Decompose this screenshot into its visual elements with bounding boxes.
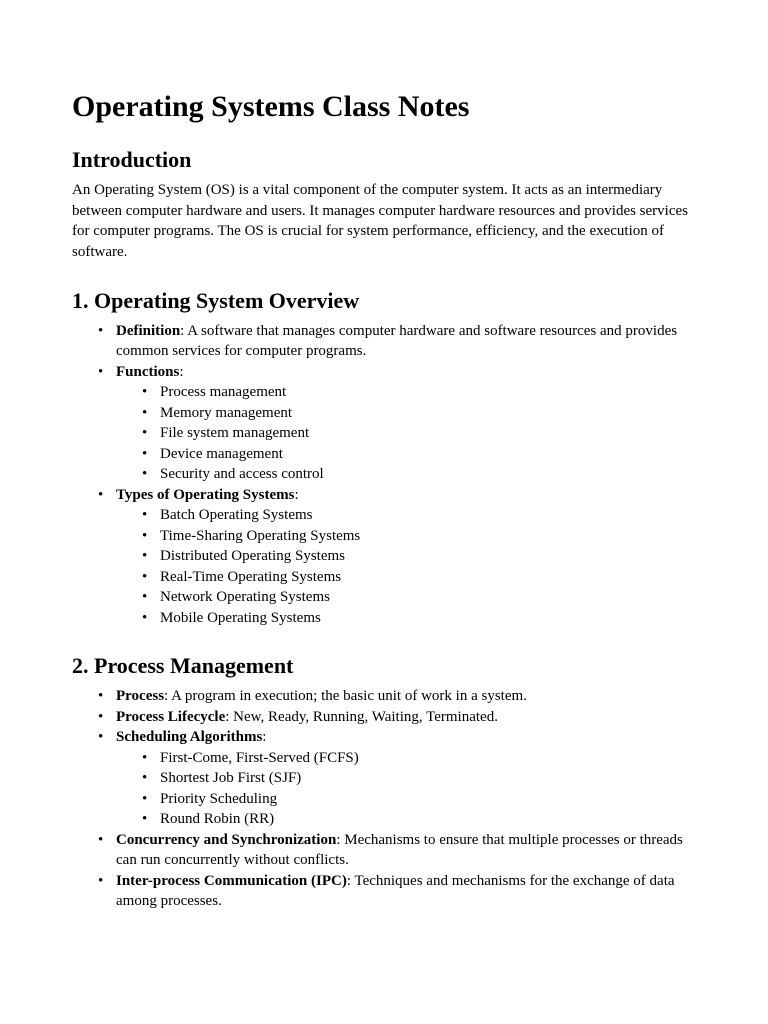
overview-list bbox=[72, 321, 696, 629]
functions-list bbox=[116, 382, 696, 485]
introduction-heading: Introduction bbox=[72, 147, 192, 172]
types-list bbox=[116, 505, 696, 628]
algorithms-list bbox=[116, 748, 696, 830]
types-colon: : bbox=[294, 486, 299, 503]
process-heading: 2. Process Management bbox=[72, 653, 294, 679]
process-item bbox=[72, 686, 696, 707]
list-item: • Shortest Job First (SJF) bbox=[116, 768, 696, 789]
lifecycle-text: : New, Ready, Running, Waiting, Terminated. bbox=[225, 708, 498, 725]
lifecycle-item bbox=[72, 707, 696, 728]
introduction-paragraph: An Operating System (OS) is a vital component of the computer system. It acts as an intermediary between computer hardware and users. It manages computer hardware resources and provides services for computer programs. The OS is crucial for system performance, efficiency, and the execution of software. bbox=[72, 182, 688, 261]
process-section bbox=[72, 652, 696, 912]
ipc-item bbox=[72, 871, 696, 912]
list-item: • Batch Operating Systems bbox=[116, 505, 696, 526]
scheduling-colon: : bbox=[262, 729, 267, 746]
list-item: • Distributed Operating Systems bbox=[116, 546, 696, 567]
functions-term: Functions bbox=[116, 363, 180, 380]
process-text: : A program in execution; the basic unit of work in a system. bbox=[164, 688, 527, 705]
concurrency-term: Concurrency and Synchronization bbox=[116, 831, 337, 848]
concurrency-text: : Mechanisms to ensure that multiple processes or threads can run concurrently without conflicts. bbox=[116, 831, 683, 869]
list-item: • Device management bbox=[116, 444, 696, 465]
process-term: Process bbox=[116, 688, 165, 705]
introduction-section bbox=[72, 146, 696, 263]
list-item: • Network Operating Systems bbox=[116, 587, 696, 608]
page-title: Operating Systems Class Notes bbox=[72, 90, 470, 123]
list-item: • Priority Scheduling bbox=[116, 789, 696, 810]
list-item: • Memory management bbox=[116, 403, 696, 424]
list-item: • Time-Sharing Operating Systems bbox=[116, 526, 696, 547]
list-item: • File system management bbox=[116, 423, 696, 444]
ipc-term: Inter-process Communication (IPC) bbox=[116, 872, 347, 889]
overview-section bbox=[72, 287, 696, 629]
list-item: • Mobile Operating Systems bbox=[116, 608, 696, 629]
list-item: • Security and access control bbox=[116, 464, 696, 485]
definition-text: : A software that manages computer hardware and software resources and provides common services for computer programs. bbox=[116, 322, 678, 360]
process-list bbox=[72, 686, 696, 912]
list-item: • First-Come, First-Served (FCFS) bbox=[116, 748, 696, 769]
overview-heading: 1. Operating System Overview bbox=[72, 287, 360, 313]
concurrency-item bbox=[72, 830, 696, 871]
lifecycle-term: Process Lifecycle bbox=[116, 708, 226, 725]
definition-term: Definition bbox=[116, 322, 181, 339]
functions-item bbox=[72, 362, 696, 485]
scheduling-item bbox=[72, 727, 696, 830]
list-item: • Real-Time Operating Systems bbox=[116, 567, 696, 588]
list-item: • Process management bbox=[116, 382, 696, 403]
types-item bbox=[72, 485, 696, 629]
scheduling-term: Scheduling Algorithms bbox=[116, 729, 263, 746]
definition-item bbox=[72, 321, 696, 362]
functions-colon: : bbox=[179, 363, 184, 380]
list-item: • Round Robin (RR) bbox=[116, 809, 696, 830]
types-term: Types of Operating Systems bbox=[116, 486, 295, 503]
ipc-text: : Techniques and mechanisms for the exchange of data among processes. bbox=[116, 872, 675, 910]
